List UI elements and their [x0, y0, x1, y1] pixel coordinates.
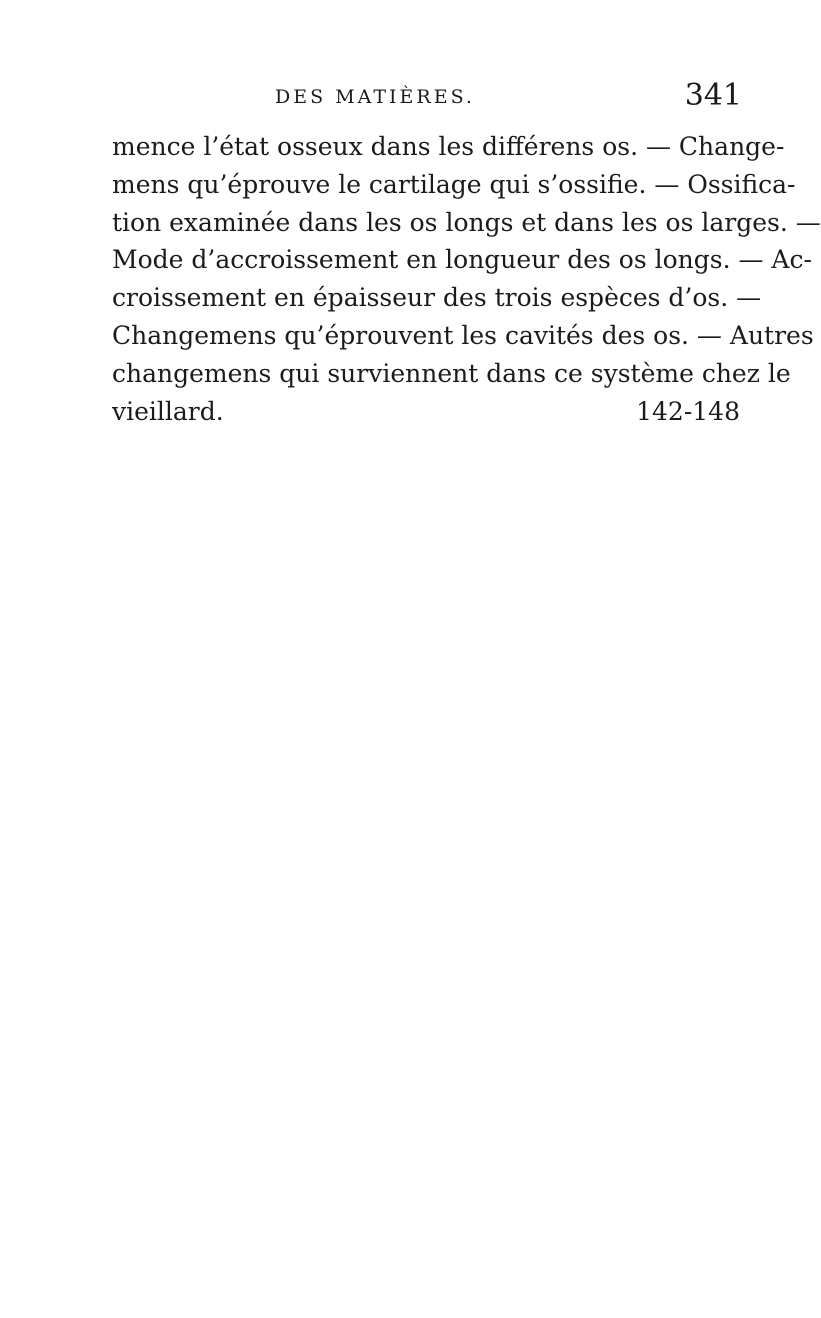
text-line: Mode d’accroissement en longueur des os longs. — Ac- — [112, 245, 812, 275]
text-line: croissement en épaisseur des trois espèces d’os. — — [112, 283, 762, 313]
text-line: mens qu’éprouve le cartilage qui s’ossifie. — Ossifica- — [112, 169, 796, 199]
page-header — [0, 76, 800, 116]
page-range: 142-148 — [636, 396, 740, 426]
text-line: mence l’état osseux dans les différens os. — Change- — [112, 132, 785, 161]
text-line: tion examinée dans les os longs et dans les os larges. — — [112, 207, 821, 237]
running-title: DES MATIÈRES. — [275, 86, 475, 108]
entry-text: vieillard. — [112, 396, 224, 426]
page-number: 341 — [684, 78, 742, 113]
text-line: changemens qui surviennent dans ce système chez le — [112, 358, 791, 388]
text-line: Changemens qu’éprouvent les cavités des os. — Autres — [112, 320, 814, 350]
